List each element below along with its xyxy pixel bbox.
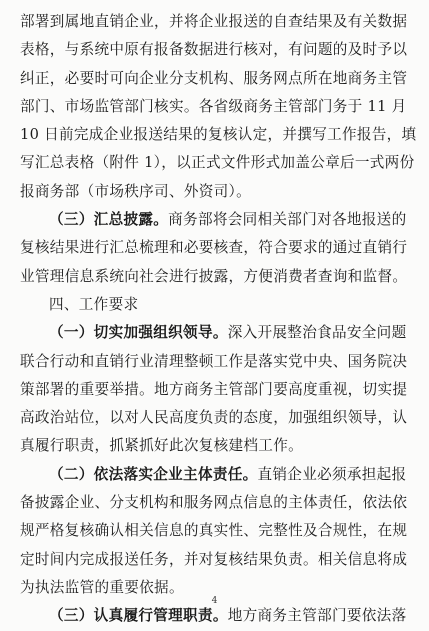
section-heading: （三）汇总披露。 (49, 211, 169, 229)
text-line (20, 234, 417, 262)
text-line (20, 206, 417, 234)
text-line (20, 263, 417, 291)
text-segment: 表格，与系统中原有报备数据进行核对，有问题的及时予以 (20, 41, 408, 59)
text-segment: 报商务部（市场秩序司、外资司）。 (20, 182, 252, 200)
text-line (20, 376, 417, 404)
text-segment: 纠正，必要时可向企业分支机构、服务网点所在地商务主管 (20, 69, 408, 87)
section-heading: （二）依法落实企业主体责任。 (49, 465, 258, 483)
text-segment: 部署到属地直销企业，并将企业报送的自查结果及有关数据 (20, 13, 408, 30)
text-segment: 部门、市场监管部门核实。各省级商务主管部门务于 11 月 (20, 97, 407, 115)
text-segment: 深入开展整治食品安全问题 (227, 324, 407, 342)
text-segment: 复核结果进行汇总梳理和必要核查，符合要求的通过直销行 (20, 239, 408, 257)
text-segment: 联合行动和直销行业清理整顿工作是落实党中央、国务院决 (20, 352, 408, 370)
text-line (20, 291, 417, 319)
text-line (20, 348, 417, 376)
text-line (20, 93, 417, 121)
text-line (20, 65, 417, 93)
text-line (20, 546, 417, 574)
text-line (20, 36, 417, 64)
text-segment: 高政治站位，以对人民高度负责的态度，加强组织领导，认 (20, 409, 408, 427)
text-segment: 真履行职责，抓紧抓好此次复核建档工作。 (20, 437, 303, 455)
text-line (20, 489, 417, 517)
section-heading: （三）认真履行管理职责。 (49, 607, 228, 625)
text-segment: 直销企业必须承担起报 (257, 465, 407, 483)
text-segment: 10 日前完成企业报送结果的复核认定，并撰写工作报告，填 (20, 126, 417, 144)
document-body (20, 8, 417, 631)
text-segment: 业管理信息系统向社会进行披露，方便消费者查询和监督。 (20, 267, 408, 285)
text-segment: 策部署的重要举措。地方商务主管部门要高度重视，切实提 (20, 380, 408, 398)
text-segment: 定时间内完成报送任务，并对复核结果负责。相关信息将成 (20, 550, 408, 568)
text-segment: 写汇总表格（附件 1），以正式文件形式加盖公章后一式两份 (20, 154, 415, 172)
text-line (20, 121, 417, 149)
text-line (20, 178, 417, 206)
text-segment: 备披露企业、分支机构和服务网点信息的主体责任，依法依 (20, 494, 408, 512)
text-segment: 地方商务主管部门要依法落 (227, 607, 407, 625)
text-segment: 规严格复核确认相关信息的真实性、完整性及合规性，在规 (20, 522, 408, 540)
text-line (20, 8, 417, 36)
page-number: 4 (211, 596, 218, 606)
text-segment: 商务部将会同相关部门对各地报送的 (168, 211, 407, 229)
text-segment: 为执法监管的重要依据。 (20, 578, 184, 596)
section-heading: （一）切实加强组织领导。 (49, 324, 228, 342)
text-line (20, 602, 417, 630)
text-segment: 四、工作要求 (49, 295, 139, 313)
text-line (20, 319, 417, 347)
text-line (20, 517, 417, 545)
text-line (20, 461, 417, 489)
text-line (20, 149, 417, 177)
text-line (20, 404, 417, 432)
text-line (20, 432, 417, 460)
